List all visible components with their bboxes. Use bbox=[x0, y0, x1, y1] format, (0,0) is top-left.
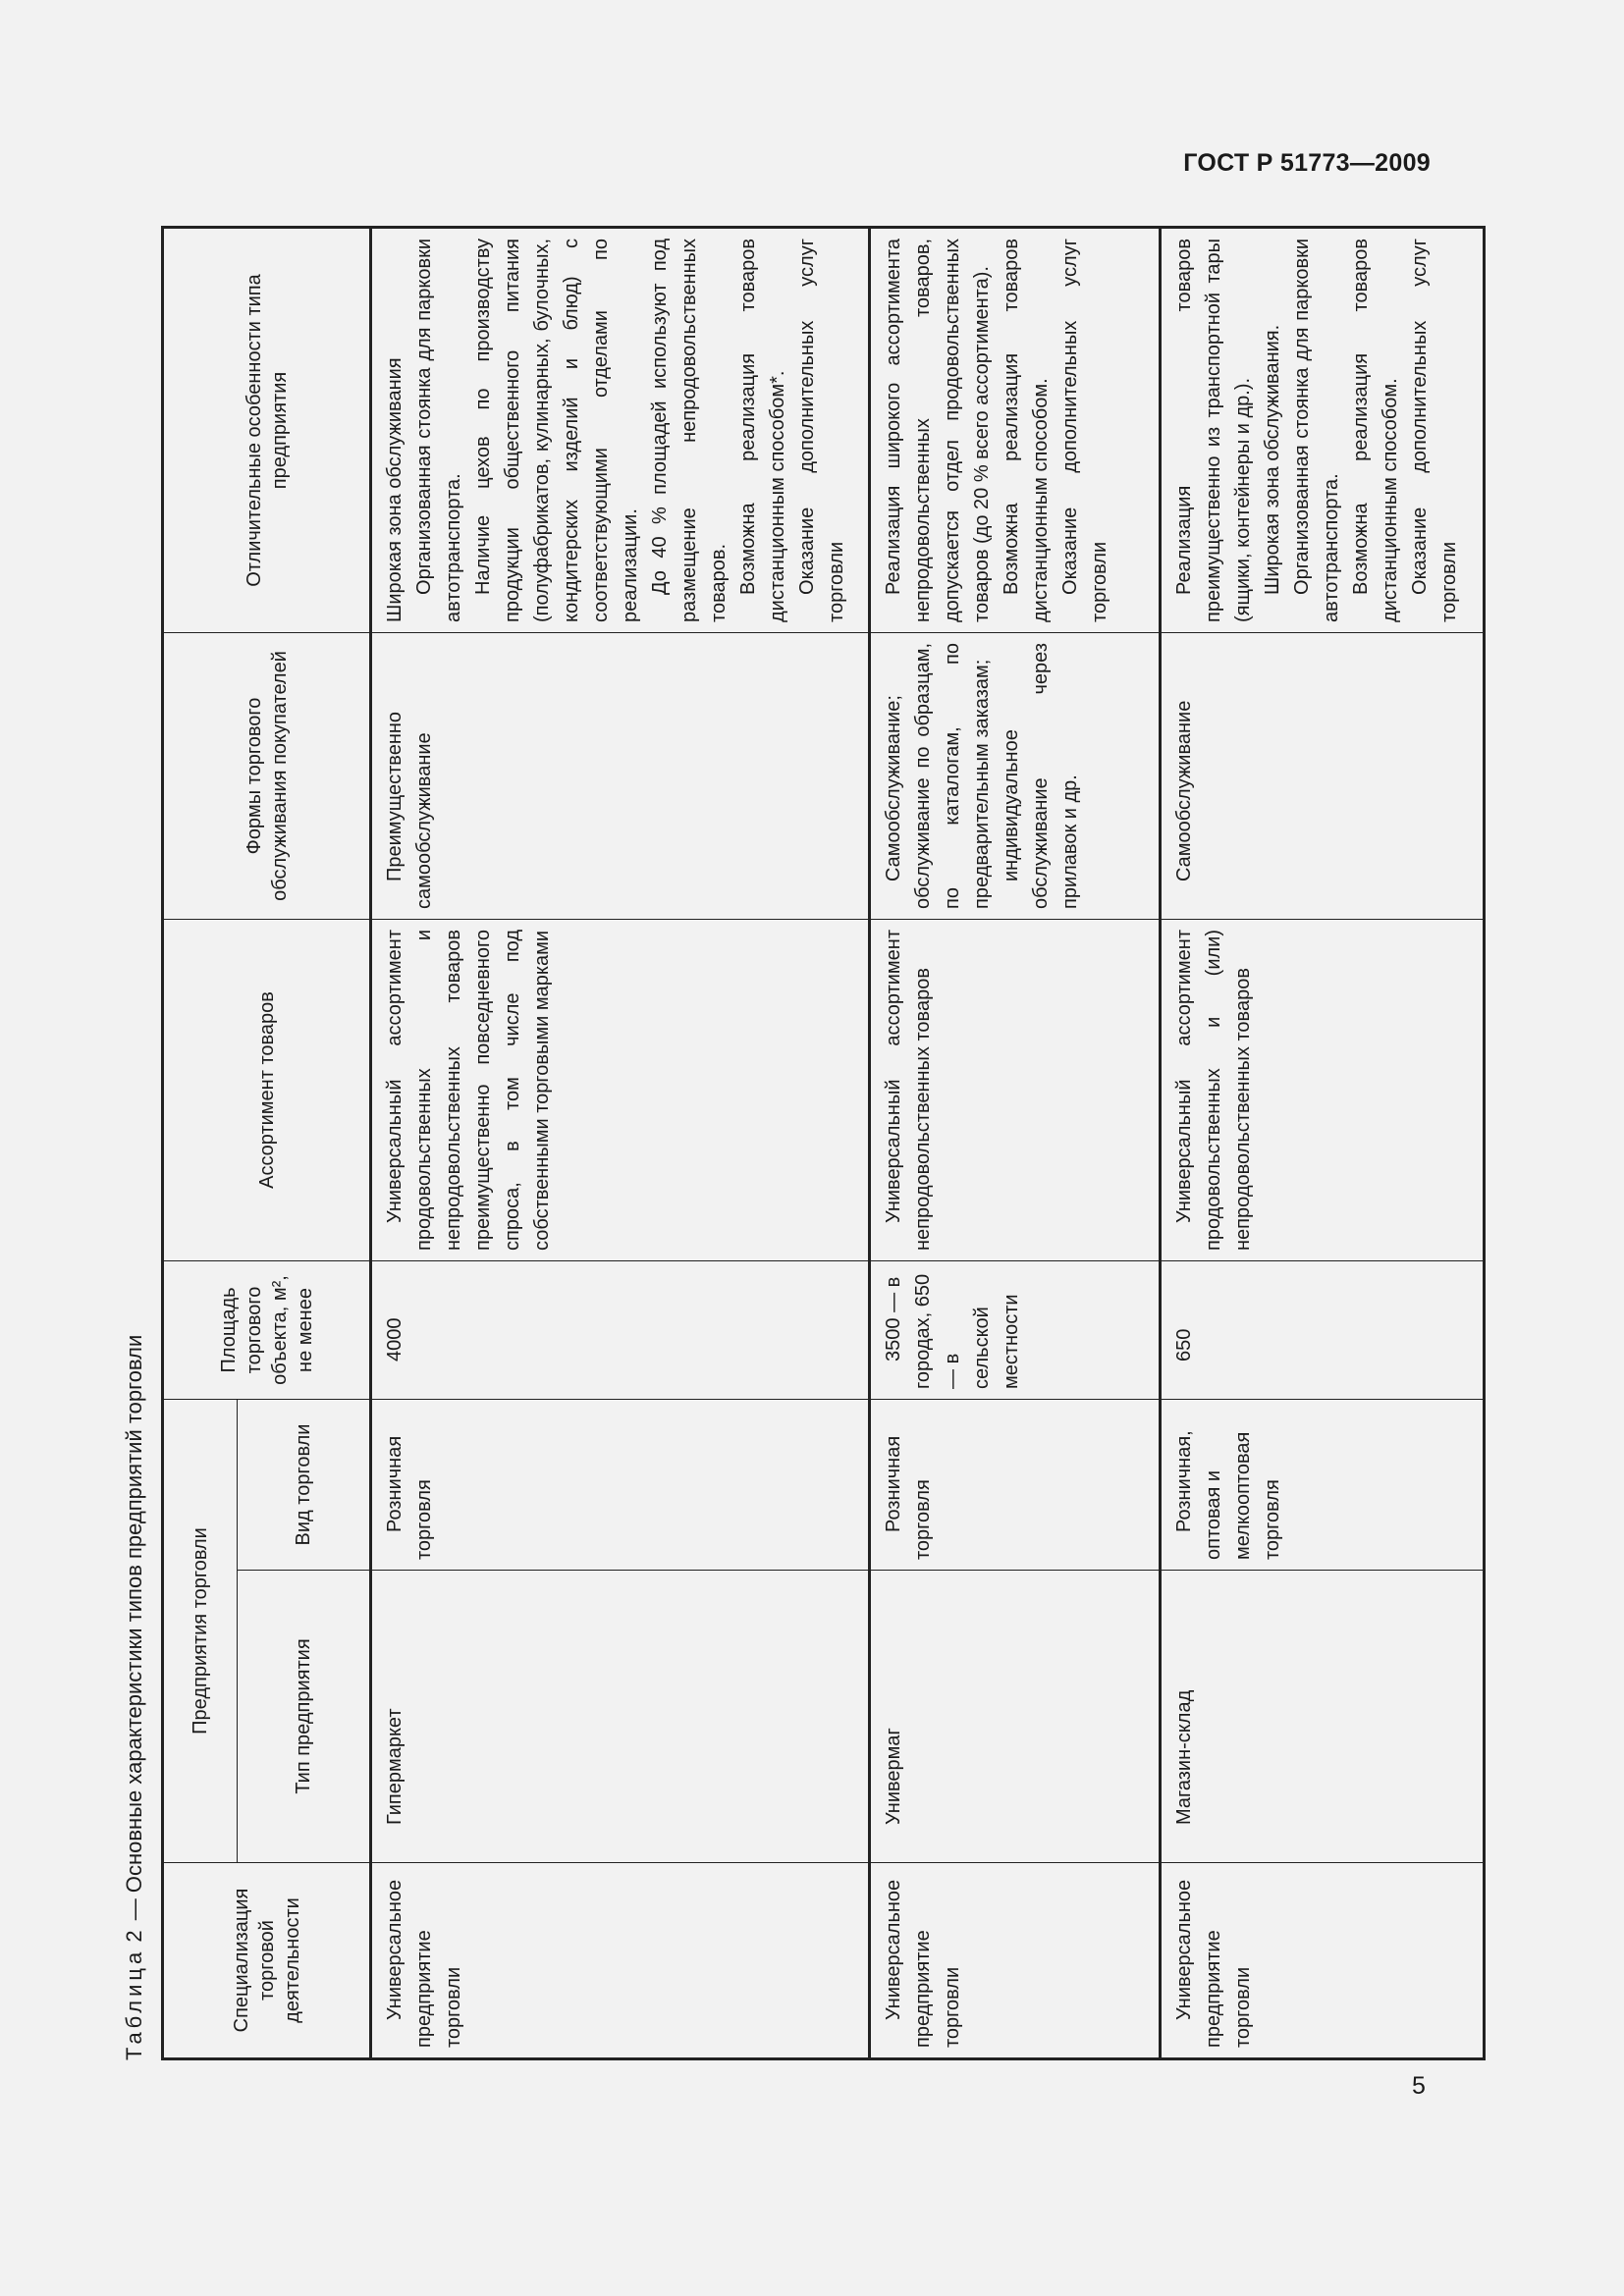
cell-specialization: Универсальное предприятие торговли bbox=[870, 1863, 1161, 2059]
cell-trade-kind: Розничная, оптовая и мелкооптовая торговля bbox=[1161, 1399, 1485, 1570]
cell-enterprise-type: Универмаг bbox=[870, 1571, 1161, 1863]
document-code: ГОСТ Р 51773—2009 bbox=[1183, 149, 1431, 177]
feature-line: Возможна реализация товаров дистанционным способом*. bbox=[737, 238, 788, 622]
cell-service-forms bbox=[870, 632, 1161, 919]
cell-features bbox=[870, 227, 1161, 632]
table-row bbox=[870, 227, 1161, 2058]
header-specialization: Специализация торговой деятельности bbox=[163, 1863, 371, 2059]
cell-assortment: Универсальный ассортимент продовольственных и (или) непродовольственных товаров bbox=[1161, 919, 1485, 1260]
feature-line: Оказание дополнительных услуг торговли bbox=[796, 238, 847, 622]
service-form-line: обслуживание по образцам, по каталогам, по предварительным заказам; bbox=[912, 642, 993, 909]
cell-trade-kind: Розничная торговля bbox=[371, 1399, 870, 1570]
feature-line: Возможна реализация товаров дистанционным способом. bbox=[1001, 238, 1052, 622]
feature-line: Оказание дополнительных услуг торговли bbox=[1059, 238, 1110, 622]
cell-features bbox=[371, 227, 870, 632]
feature-line: Реализация товаров преимущественно из транспортной тары (ящики, контейнеры и др.). bbox=[1173, 238, 1254, 622]
service-form-line: индивидуальное обслуживание через прилавок и др. bbox=[1001, 642, 1081, 909]
table-row bbox=[1161, 227, 1485, 2058]
cell-trade-kind: Розничная торговля bbox=[870, 1399, 1161, 1570]
header-area: Площадь торгового объекта, м², не менее bbox=[163, 1260, 371, 1399]
cell-features bbox=[1161, 227, 1485, 632]
feature-line: Организованная стоянка для парковки автотранспорта. bbox=[1291, 238, 1342, 622]
header-enterprise-group: Предприятия торговли bbox=[163, 1399, 238, 1862]
rotated-table-sheet bbox=[108, 225, 1460, 2060]
feature-line: Организованная стоянка для парковки автотранспорта. bbox=[413, 238, 464, 622]
cell-service-forms: Преимущественно самообслуживание bbox=[371, 632, 870, 919]
cell-area: 3500 — в городах, 650 — в сельской местности bbox=[870, 1260, 1161, 1399]
feature-line: Реализация широкого ассортимента непродовольственных товаров, допускается отдел продовольственных товаров (до 20 % всего ассортимента). bbox=[883, 238, 993, 622]
cell-specialization: Универсальное предприятие торговли bbox=[371, 1863, 870, 2059]
header-trade-kind: Вид торговли bbox=[238, 1399, 371, 1570]
cell-specialization: Универсальное предприятие торговли bbox=[1161, 1863, 1485, 2059]
caption-text: — Основные характеристики типов предприятий торговли bbox=[122, 1334, 146, 1921]
feature-line: Возможна реализация товаров дистанционным способом. bbox=[1350, 238, 1401, 622]
feature-line: Оказание дополнительных услуг торговли bbox=[1409, 238, 1460, 622]
header-features: Отличительные особенности типа предприятия bbox=[163, 227, 371, 632]
cell-area: 4000 bbox=[371, 1260, 870, 1399]
feature-line: Широкая зона обслуживания. bbox=[1262, 324, 1283, 595]
service-form-line: Самообслуживание; bbox=[883, 695, 904, 881]
cell-service-forms: Самообслуживание bbox=[1161, 632, 1485, 919]
header-assortment: Ассортимент товаров bbox=[163, 919, 371, 1260]
cell-enterprise-type: Гипермаркет bbox=[371, 1571, 870, 1863]
feature-line: Широкая зона обслуживания bbox=[384, 357, 406, 622]
caption-label: Таблица bbox=[122, 1948, 146, 2060]
cell-area: 650 bbox=[1161, 1260, 1485, 1399]
table-caption bbox=[108, 225, 161, 2060]
cell-enterprise-type: Магазин-склад bbox=[1161, 1571, 1485, 1863]
table-row bbox=[371, 227, 870, 2058]
header-service-forms: Формы торгового обслуживания покупателей bbox=[163, 632, 371, 919]
feature-line: До 40 % площадей используют под размещение непродовольственных товаров. bbox=[649, 238, 730, 622]
header-enterprise-type: Тип предприятия bbox=[238, 1571, 371, 1863]
characteristics-table bbox=[161, 226, 1486, 2060]
cell-assortment: Универсальный ассортимент непродовольственных товаров bbox=[870, 919, 1161, 1260]
cell-assortment: Универсальный ассортимент продовольственных и непродовольственных товаров преимущественно повседневного спроса, в том числе под собственными торговыми марками bbox=[371, 919, 870, 1260]
feature-line: Наличие цехов по производству продукции общественного питания (полуфабрикатов, кулинарных, булочных, кондитерских изделий и блюд) с соответствующими отделами по реализации. bbox=[472, 238, 641, 622]
caption-number: 2 bbox=[122, 1926, 146, 1943]
page-number: 5 bbox=[1412, 2072, 1426, 2100]
